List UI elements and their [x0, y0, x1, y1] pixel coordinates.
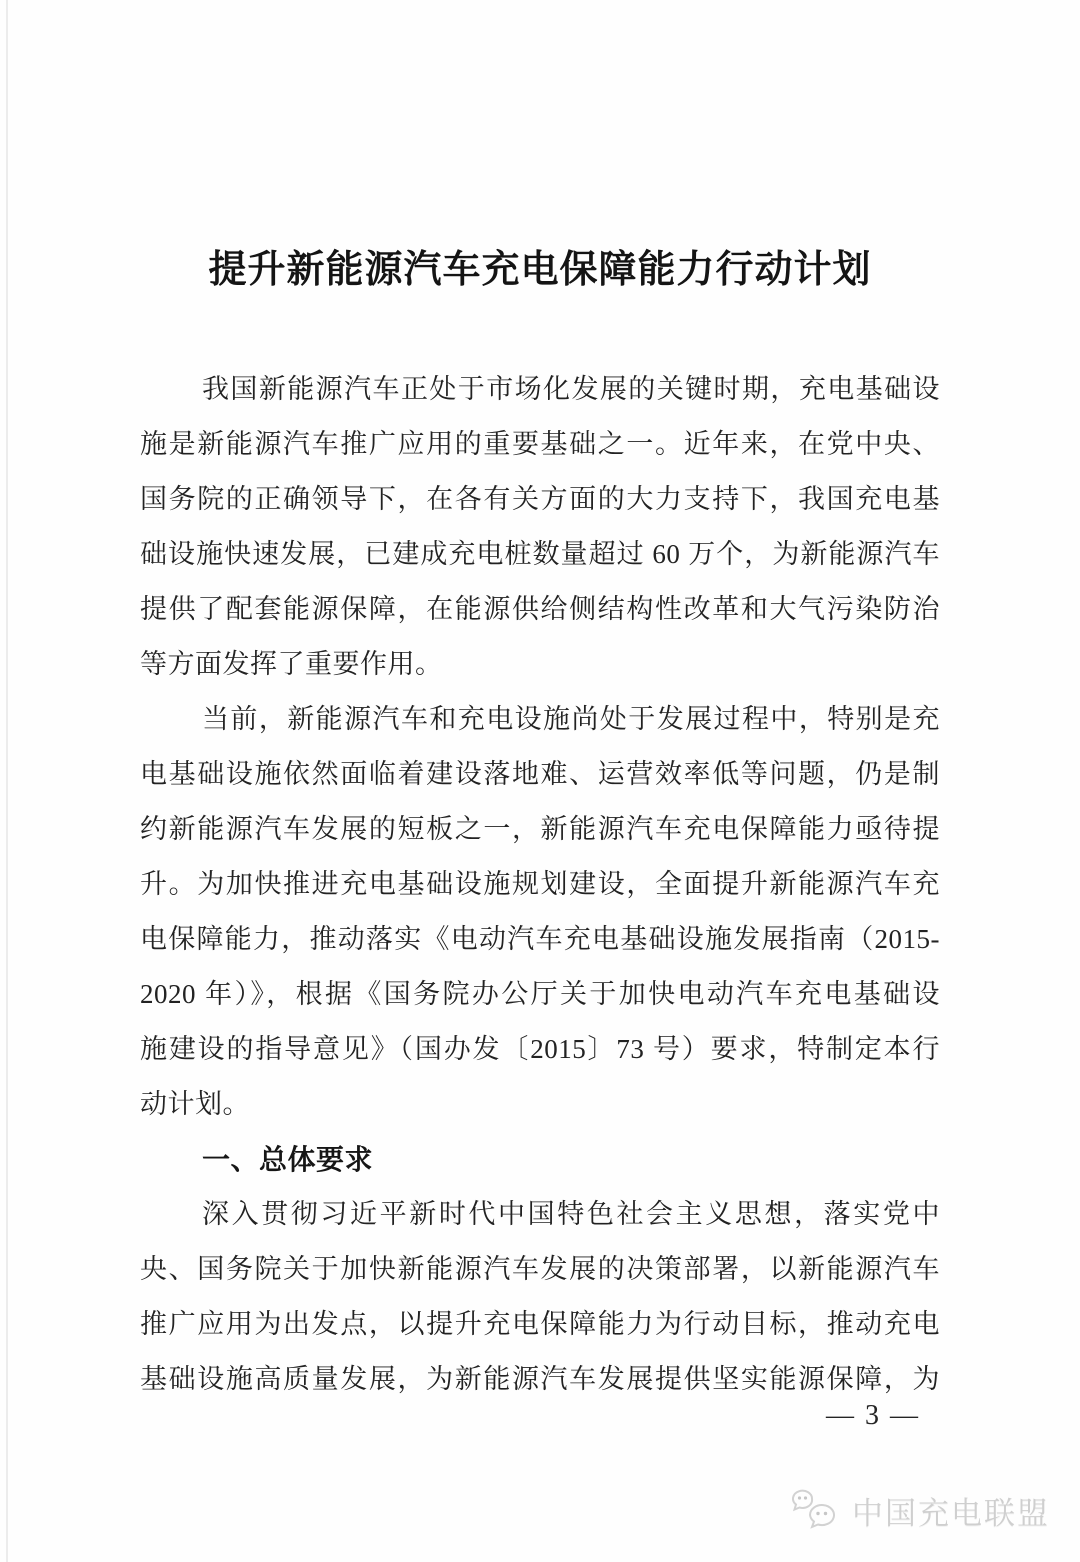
body-line: 施建设的指导意见》（国办发〔2015〕73 号）要求，特制定本行: [140, 1034, 940, 1064]
body-line: 提供了配套能源保障，在能源供给侧结构性改革和大气污染防治: [140, 594, 940, 624]
body-line: 升。为加快推进充电基础设施规划建设，全面提升新能源汽车充: [140, 869, 940, 899]
body-line: 等方面发挥了重要作用。: [140, 649, 443, 679]
scan-edge-artifact: [6, 0, 8, 1562]
body-line: 电基础设施依然面临着建设落地难、运营效率低等问题，仍是制: [140, 759, 940, 789]
body-line: 施是新能源汽车推广应用的重要基础之一。近年来，在党中央、: [140, 429, 940, 459]
section-heading: 一、总体要求: [202, 1144, 374, 1175]
body-line: 我国新能源汽车正处于市场化发展的关键时期，充电基础设: [202, 374, 940, 404]
body-line: 央、国务院关于加快新能源汽车发展的决策部署，以新能源汽车: [140, 1254, 940, 1284]
body-line: 国务院的正确领导下，在各有关方面的大力支持下，我国充电基: [140, 484, 940, 514]
body-line: 础设施快速发展，已建成充电桩数量超过 60 万个，为新能源汽车: [140, 539, 940, 569]
watermark-label: 中国充电联盟: [852, 1496, 1050, 1531]
body-line: 约新能源汽车发展的短板之一，新能源汽车充电保障能力亟待提: [140, 814, 940, 844]
body-line: 当前，新能源汽车和充电设施尚处于发展过程中，特别是充: [202, 704, 940, 734]
wechat-icon: [792, 1489, 844, 1533]
body-line: 深入贯彻习近平新时代中国特色社会主义思想，落实党中: [202, 1199, 940, 1229]
body-line: 2020 年）》，根据《国务院办公厅关于加快电动汽车充电基础设: [140, 979, 940, 1009]
page-number: — 3 —: [826, 1400, 920, 1431]
document-title: 提升新能源汽车充电保障能力行动计划: [208, 249, 872, 291]
body-line: 基础设施高质量发展，为新能源汽车发展提供坚实能源保障，为: [140, 1364, 940, 1394]
body-line: 动计划。: [140, 1089, 250, 1119]
document-body: [140, 362, 940, 1407]
body-line: 电保障能力，推动落实《电动汽车充电基础设施发展指南（2015-: [140, 924, 940, 954]
body-line: 推广应用为出发点，以提升充电保障能力为行动目标，推动充电: [140, 1309, 940, 1339]
wechat-watermark: [792, 1488, 1050, 1533]
